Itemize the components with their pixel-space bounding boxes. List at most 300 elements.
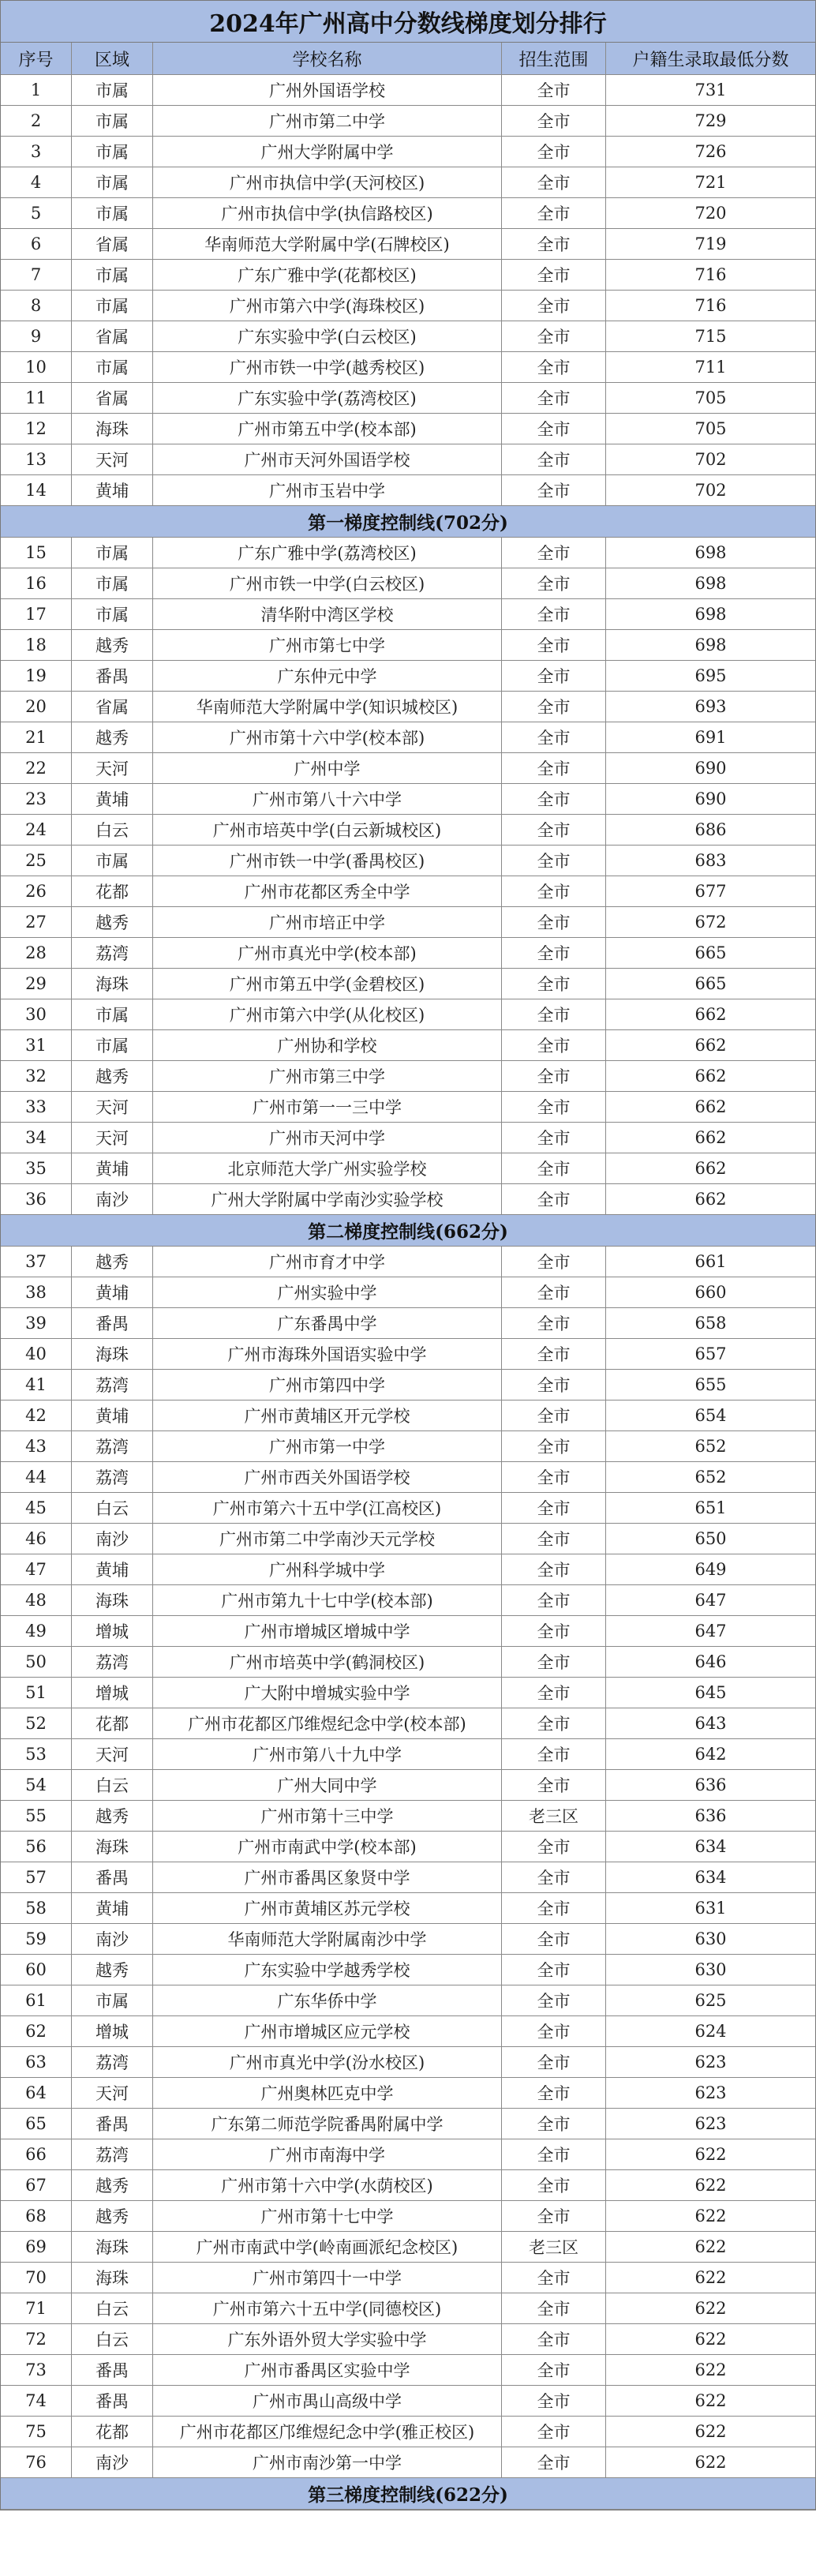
cell-scope: 全市 [502,2293,606,2323]
tier-separator: 第三梯度控制线(622分) [1,2478,815,2510]
cell-index: 34 [1,1123,72,1153]
table-row [1,1554,815,1585]
cell-min-score: 662 [694,1190,727,1209]
cell-min-score: 636 [694,1775,727,1794]
cell-min-score: 642 [694,1745,727,1764]
cell-index: 27 [1,907,72,937]
cell-min-score: 721 [694,173,727,192]
table-row [1,167,815,198]
cell-school: 广州市第七中学 [153,630,502,660]
cell-index: 6 [1,229,72,259]
cell-min-score: 665 [694,974,727,993]
cell-index: 60 [1,1955,72,1985]
cell-index: 26 [1,876,72,906]
cell-scope: 老三区 [502,2232,606,2262]
cell-scope: 全市 [502,1554,606,1584]
table-row [1,321,815,352]
cell-scope: 全市 [502,1985,606,2015]
table-row [1,383,815,414]
table-row [1,1030,815,1061]
cell-min-score: 690 [694,759,727,778]
cell-min-score: 655 [694,1375,727,1394]
cell-district: 天河 [72,1123,153,1153]
cell-school: 广州市培英中学(鹤洞校区) [153,1647,502,1677]
cell-min-score: 660 [694,1283,727,1302]
cell-scope: 全市 [502,1708,606,1738]
table-row [1,444,815,475]
cell-index: 45 [1,1493,72,1523]
cell-school: 广州中学 [153,753,502,783]
cell-scope: 全市 [502,2447,606,2477]
table-row [1,2047,815,2078]
cell-index: 39 [1,1308,72,1338]
cell-scope: 全市 [502,167,606,197]
cell-district: 越秀 [72,1061,153,1091]
cell-school: 广州市第四十一中学 [153,2263,502,2293]
cell-min-score: 662 [694,1067,727,1086]
table-row [1,1493,815,1524]
cell-district: 市属 [72,1985,153,2015]
table-row [1,1678,815,1708]
table-row [1,876,815,907]
cell-scope: 全市 [502,938,606,968]
cell-school: 广州科学城中学 [153,1554,502,1584]
cell-index: 51 [1,1678,72,1708]
cell-index: 53 [1,1739,72,1769]
cell-min-score: 654 [694,1406,727,1425]
tier-separator: 第一梯度控制线(702分) [1,506,815,538]
cell-district: 黄埔 [72,1893,153,1923]
table-row [1,2232,815,2263]
cell-min-score: 716 [694,265,727,284]
cell-scope: 全市 [502,2139,606,2169]
cell-index: 5 [1,198,72,228]
cell-index: 38 [1,1277,72,1307]
table-row [1,1862,815,1893]
cell-school: 广州市第五中学(金碧校区) [153,969,502,999]
cell-district: 省属 [72,692,153,722]
cell-school: 广州市玉岩中学 [153,475,502,505]
cell-min-score: 672 [694,913,727,932]
cell-school: 广州市南武中学(岭南画派纪念校区) [153,2232,502,2262]
cell-school: 广州市铁一中学(白云校区) [153,568,502,598]
cell-school: 广州市第十七中学 [153,2201,502,2231]
table-row [1,2417,815,2447]
cell-min-score: 651 [694,1498,727,1517]
cell-scope: 全市 [502,2201,606,2231]
cell-min-score: 691 [694,728,727,747]
cell-index: 18 [1,630,72,660]
cell-district: 白云 [72,1493,153,1523]
table-row [1,999,815,1030]
cell-district: 市属 [72,352,153,382]
cell-school: 广州市真光中学(校本部) [153,938,502,968]
cell-scope: 全市 [502,2047,606,2077]
cell-scope: 全市 [502,1123,606,1153]
table-row [1,1985,815,2016]
cell-min-score: 649 [694,1560,727,1579]
cell-min-score: 625 [694,1991,727,2010]
cell-school: 广东广雅中学(花都校区) [153,260,502,290]
table-row [1,198,815,229]
cell-index: 21 [1,722,72,752]
cell-school: 广州市培正中学 [153,907,502,937]
table-row [1,784,815,815]
table-row [1,2263,815,2293]
cell-district: 南沙 [72,1184,153,1214]
cell-district: 越秀 [72,722,153,752]
table-row [1,137,815,167]
cell-district: 白云 [72,815,153,845]
cell-index: 16 [1,568,72,598]
cell-index: 29 [1,969,72,999]
cell-school: 广东仲元中学 [153,661,502,691]
cell-scope: 全市 [502,846,606,876]
cell-district: 海珠 [72,414,153,444]
cell-scope: 全市 [502,2016,606,2046]
table-row [1,1924,815,1955]
cell-min-score: 731 [694,81,727,99]
cell-index: 4 [1,167,72,197]
cell-scope: 全市 [502,1277,606,1307]
cell-scope: 全市 [502,722,606,752]
cell-school: 广东华侨中学 [153,1985,502,2015]
cell-min-score: 693 [694,697,727,716]
cell-school: 广州市第八十九中学 [153,1739,502,1769]
cell-scope: 全市 [502,1493,606,1523]
cell-scope: 全市 [502,1616,606,1646]
cell-min-score: 657 [694,1344,727,1363]
header-district: 区域 [72,43,153,74]
cell-school: 广州市第十六中学(校本部) [153,722,502,752]
table-row [1,599,815,630]
cell-scope: 全市 [502,1153,606,1183]
cell-scope: 全市 [502,137,606,167]
table-row [1,1955,815,1985]
cell-index: 13 [1,444,72,474]
cell-index: 71 [1,2293,72,2323]
header-scope: 招生范围 [502,43,606,74]
cell-school: 广州市培英中学(白云新城校区) [153,815,502,845]
table-row [1,291,815,321]
cell-index: 68 [1,2201,72,2231]
cell-scope: 全市 [502,1647,606,1677]
cell-scope: 全市 [502,753,606,783]
cell-min-score: 650 [694,1529,727,1548]
table-row [1,475,815,506]
table-row [1,1308,815,1339]
cell-scope: 全市 [502,599,606,629]
cell-district: 荔湾 [72,1647,153,1677]
cell-school: 广州市第四中学 [153,1370,502,1400]
table-row [1,2139,815,2170]
cell-district: 天河 [72,2078,153,2108]
cell-school: 广东番禺中学 [153,1308,502,1338]
cell-district: 市属 [72,260,153,290]
cell-min-score: 662 [694,1159,727,1178]
cell-scope: 全市 [502,1462,606,1492]
cell-school: 广州协和学校 [153,1030,502,1060]
cell-district: 越秀 [72,907,153,937]
cell-scope: 全市 [502,1862,606,1892]
cell-school: 广州市增城区增城中学 [153,1616,502,1646]
cell-scope: 全市 [502,1585,606,1615]
cell-school: 广州市真光中学(汾水校区) [153,2047,502,2077]
cell-scope: 全市 [502,969,606,999]
cell-min-score: 623 [694,2114,727,2133]
table-row [1,2386,815,2417]
cell-district: 市属 [72,75,153,105]
table-row [1,229,815,260]
cell-scope: 全市 [502,1092,606,1122]
cell-school: 广州市南沙第一中学 [153,2447,502,2477]
cell-scope: 全市 [502,2386,606,2416]
cell-index: 47 [1,1554,72,1584]
cell-district: 黄埔 [72,1400,153,1430]
cell-scope: 全市 [502,2263,606,2293]
table-row [1,1092,815,1123]
cell-school: 广州市第五中学(校本部) [153,414,502,444]
table-row [1,1739,815,1770]
cell-school: 广东实验中学越秀学校 [153,1955,502,1985]
cell-index: 23 [1,784,72,814]
table-row [1,2293,815,2324]
cell-index: 35 [1,1153,72,1183]
cell-min-score: 698 [694,605,727,624]
cell-school: 广州市第八十六中学 [153,784,502,814]
cell-scope: 全市 [502,2170,606,2200]
cell-index: 25 [1,846,72,876]
cell-district: 花都 [72,2417,153,2447]
header-index: 序号 [1,43,72,74]
cell-min-score: 631 [694,1899,727,1918]
cell-scope: 全市 [502,1184,606,1214]
cell-district: 天河 [72,753,153,783]
cell-min-score: 690 [694,789,727,808]
cell-district: 省属 [72,383,153,413]
cell-scope: 全市 [502,1893,606,1923]
cell-school: 广州市第六十五中学(同德校区) [153,2293,502,2323]
cell-school: 广州市南武中学(校本部) [153,1832,502,1862]
cell-scope: 老三区 [502,1801,606,1831]
cell-district: 市属 [72,599,153,629]
cell-scope: 全市 [502,661,606,691]
cell-min-score: 622 [694,2391,727,2410]
cell-min-score: 652 [694,1437,727,1456]
cell-index: 40 [1,1339,72,1369]
cell-school: 华南师范大学附属南沙中学 [153,1924,502,1954]
cell-min-score: 662 [694,1097,727,1116]
cell-min-score: 622 [694,2237,727,2256]
cell-index: 46 [1,1524,72,1554]
cell-min-score: 695 [694,666,727,685]
table-row [1,1770,815,1801]
table-row [1,2447,815,2478]
cell-district: 省属 [72,229,153,259]
cell-scope: 全市 [502,999,606,1029]
table-row [1,2170,815,2201]
table-row [1,1153,815,1184]
cell-index: 55 [1,1801,72,1831]
cell-school: 广州市第十六中学(水荫校区) [153,2170,502,2200]
cell-min-score: 715 [694,327,727,346]
cell-min-score: 622 [694,2299,727,2318]
cell-scope: 全市 [502,907,606,937]
cell-district: 黄埔 [72,1554,153,1584]
cell-district: 市属 [72,198,153,228]
cell-school: 广州市育才中学 [153,1247,502,1277]
table-row [1,1524,815,1554]
table-row [1,1184,815,1215]
table-header [1,43,815,75]
table-row [1,661,815,692]
cell-school: 广东广雅中学(荔湾校区) [153,538,502,568]
cell-school: 广州市禺山高级中学 [153,2386,502,2416]
cell-index: 33 [1,1092,72,1122]
cell-min-score: 726 [694,142,727,161]
cell-scope: 全市 [502,2109,606,2139]
cell-min-score: 622 [694,2422,727,2441]
cell-min-score: 698 [694,636,727,654]
table-row [1,352,815,383]
cell-min-score: 622 [694,2207,727,2225]
cell-min-score: 702 [694,481,727,500]
cell-school: 广东实验中学(白云校区) [153,321,502,351]
cell-district: 市属 [72,106,153,136]
cell-index: 52 [1,1708,72,1738]
cell-min-score: 658 [694,1314,727,1333]
cell-min-score: 702 [694,450,727,469]
cell-index: 15 [1,538,72,568]
cell-district: 白云 [72,1770,153,1800]
cell-school: 广州大学附属中学南沙实验学校 [153,1184,502,1214]
cell-district: 市属 [72,538,153,568]
cell-district: 越秀 [72,630,153,660]
table-row [1,1431,815,1462]
cell-district: 市属 [72,568,153,598]
cell-scope: 全市 [502,2417,606,2447]
cell-district: 海珠 [72,2232,153,2262]
cell-index: 41 [1,1370,72,1400]
cell-min-score: 683 [694,851,727,870]
cell-min-score: 662 [694,1005,727,1024]
table-row [1,692,815,722]
table-row [1,630,815,661]
cell-scope: 全市 [502,1832,606,1862]
cell-min-score: 646 [694,1652,727,1671]
cell-index: 9 [1,321,72,351]
cell-district: 市属 [72,167,153,197]
table-row [1,1893,815,1924]
cell-scope: 全市 [502,784,606,814]
cell-index: 14 [1,475,72,505]
cell-scope: 全市 [502,1370,606,1400]
cell-min-score: 661 [694,1252,727,1271]
table-row [1,722,815,753]
cell-district: 番禺 [72,1862,153,1892]
cell-min-score: 647 [694,1591,727,1610]
table-row [1,2324,815,2355]
table-row [1,2355,815,2386]
cell-index: 64 [1,2078,72,2108]
page-title: 2024年广州高中分数线梯度划分排行 [1,1,815,43]
cell-school: 广州市西关外国语学校 [153,1462,502,1492]
table-body [1,75,815,2510]
cell-district: 越秀 [72,2201,153,2231]
cell-scope: 全市 [502,1678,606,1708]
cell-index: 2 [1,106,72,136]
cell-index: 8 [1,291,72,321]
cell-school: 广州大学附属中学 [153,137,502,167]
cell-scope: 全市 [502,414,606,444]
table-row [1,2109,815,2139]
cell-scope: 全市 [502,1308,606,1338]
cell-district: 番禺 [72,1308,153,1338]
table-row [1,75,815,106]
cell-school: 清华附中湾区学校 [153,599,502,629]
table-row [1,1400,815,1431]
cell-scope: 全市 [502,1030,606,1060]
cell-district: 天河 [72,1739,153,1769]
cell-min-score: 647 [694,1622,727,1640]
cell-school: 广州奥林匹克中学 [153,2078,502,2108]
cell-index: 3 [1,137,72,167]
cell-index: 76 [1,2447,72,2477]
cell-district: 番禺 [72,2109,153,2139]
cell-index: 19 [1,661,72,691]
cell-index: 28 [1,938,72,968]
cell-school: 广州市番禺区实验中学 [153,2355,502,2385]
cell-scope: 全市 [502,1339,606,1369]
cell-scope: 全市 [502,1431,606,1461]
cell-scope: 全市 [502,1400,606,1430]
cell-district: 荔湾 [72,2139,153,2169]
cell-index: 54 [1,1770,72,1800]
cell-scope: 全市 [502,106,606,136]
cell-school: 北京师范大学广州实验学校 [153,1153,502,1183]
table-row [1,1616,815,1647]
table-row [1,1339,815,1370]
cell-index: 66 [1,2139,72,2169]
table-row [1,1708,815,1739]
cell-school: 广州市花都区秀全中学 [153,876,502,906]
cell-min-score: 636 [694,1806,727,1825]
cell-school: 广州市第六十五中学(江高校区) [153,1493,502,1523]
cell-index: 48 [1,1585,72,1615]
cell-school: 广州市第六中学(海珠校区) [153,291,502,321]
cell-district: 增城 [72,1616,153,1646]
cell-school: 广州市第十三中学 [153,1801,502,1831]
table-row [1,1585,815,1616]
cell-min-score: 719 [694,234,727,253]
cell-school: 广州市天河外国语学校 [153,444,502,474]
cell-index: 72 [1,2324,72,2354]
cell-min-score: 677 [694,882,727,901]
table-row [1,2201,815,2232]
cell-district: 白云 [72,2293,153,2323]
cell-district: 番禺 [72,2355,153,2385]
cell-district: 海珠 [72,1339,153,1369]
table-row [1,969,815,999]
cell-index: 43 [1,1431,72,1461]
cell-district: 海珠 [72,1585,153,1615]
cell-school: 广州市南海中学 [153,2139,502,2169]
cell-min-score: 643 [694,1714,727,1733]
cell-scope: 全市 [502,444,606,474]
cell-school: 华南师范大学附属中学(知识城校区) [153,692,502,722]
cell-district: 南沙 [72,1524,153,1554]
table-row [1,2078,815,2109]
